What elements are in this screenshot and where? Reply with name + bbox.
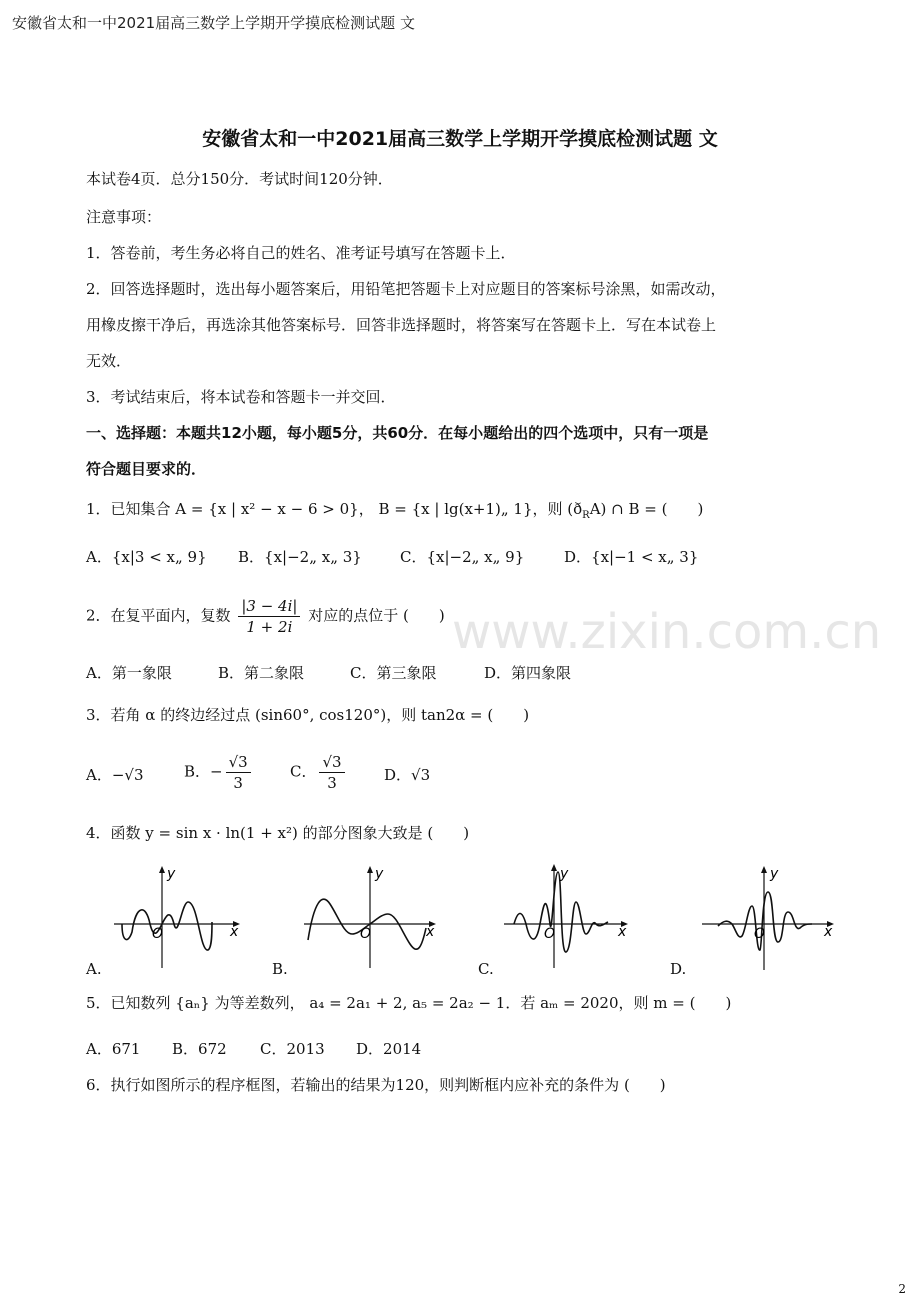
graph-b-x-label: x (426, 924, 435, 940)
note-1: 1．答卷前，考生务必将自己的姓名、准考证号填写在答题卡上． (86, 244, 516, 262)
graph-b (300, 862, 440, 972)
intro-line: 本试卷4页．总分150分．考试时间120分钟． (86, 170, 393, 188)
question-1-subscript: R (582, 510, 590, 521)
graph-a (112, 862, 242, 972)
question-3-stem: 3．若角 α 的终边经过点 (sin60°, cos120°)，则 tan2α = ( ) (86, 706, 530, 724)
page-number: 2 (898, 1282, 906, 1296)
question-2-numerator: |3 − 4i| (238, 596, 300, 617)
question-5-option-d: D．2014 (356, 1040, 422, 1058)
graph-d-label: D. (670, 960, 687, 978)
graph-c-label: C. (478, 960, 494, 978)
graph-d-origin: O (754, 926, 766, 942)
graph-a-origin: O (152, 926, 164, 942)
question-3-option-b-num: √3 (226, 752, 251, 773)
question-2-lead: 2．在复平面内，复数 (86, 606, 231, 625)
question-1-option-b: B．{x|−2„ x„ 3} (238, 548, 362, 566)
question-1-option-c: C．{x|−2„ x„ 9} (400, 548, 525, 566)
graph-c (500, 862, 632, 972)
note-2-cont: 用橡皮擦干净后，再选涂其他答案标号．回答非选择题时，将答案写在答题卡上．写在本试卷上 (86, 316, 717, 334)
note-3: 3．考试结束后，将本试卷和答题卡一并交回． (86, 388, 396, 406)
question-4-stem: 4．函数 y = sin x · ln(1 + x²) 的部分图象大致是 ( ) (86, 824, 470, 842)
section-heading-cont: 符合题目要求的． (86, 460, 207, 478)
question-2-tail: 对应的点位于 ( ) (308, 606, 445, 625)
question-3-option-c-num: √3 (319, 752, 344, 773)
graph-c-origin: O (544, 926, 556, 942)
watermark: www.zixin.com.cn (452, 604, 882, 660)
graph-d (698, 862, 838, 972)
question-2-option-c: C．第三象限 (350, 664, 437, 682)
question-3-option-c (290, 752, 348, 793)
question-1-option-a: A．{x|3 < x„ 9} (86, 548, 207, 566)
question-2-denominator: 1 + 2i (246, 618, 293, 636)
section-heading: 一、选择题：本题共12小题，每小题5分，共60分．在每小题给出的四个选项中，只有一项是 (86, 424, 709, 442)
question-3-option-d: D．√3 (384, 766, 431, 784)
question-3-option-c-den: 3 (327, 774, 337, 792)
graph-b-y-label: y (375, 866, 384, 882)
question-3-option-b-den: 3 (233, 774, 243, 792)
question-3-option-b (184, 752, 254, 793)
note-2-end: 无效． (86, 352, 132, 370)
question-1-stem-text: 1．已知集合 A = {x | x² − x − 6 > 0}， B = {x | lg(x+1)„ 1}，则 (ð (86, 500, 583, 518)
question-2-option-a: A．第一象限 (86, 664, 172, 682)
question-2-stem (86, 596, 445, 637)
exam-title: 安徽省太和一中2021届高三数学上学期开学摸底检测试题 文 (202, 128, 718, 150)
question-2-option-b: B．第二象限 (218, 664, 305, 682)
question-5-option-c: C．2013 (260, 1040, 325, 1058)
question-1-stem-end: A) ∩ B = ( ) (589, 500, 704, 518)
graph-b-origin: O (360, 926, 372, 942)
question-5-option-a: A．671 (86, 1040, 141, 1058)
question-3-option-a: A．−√3 (86, 766, 144, 784)
question-2-fraction (238, 596, 300, 637)
graph-a-x-label: x (230, 924, 239, 940)
question-5-option-b: B．672 (172, 1040, 227, 1058)
question-5-stem: 5．已知数列 {aₙ} 为等差数列， a₄ = 2a₁ + 2, a₅ = 2a₂ − 1．若 aₘ = 2020，则 m = ( ) (86, 994, 732, 1012)
question-2-option-d: D．第四象限 (484, 664, 572, 682)
question-3-option-b-label: B．− (184, 762, 223, 781)
graph-a-y-label: y (167, 866, 176, 882)
graph-b-label: B. (272, 960, 288, 978)
graph-d-y-label: y (770, 866, 779, 882)
note-2: 2．回答选择题时，选出每小题答案后，用铅笔把答题卡上对应题目的答案标号涂黑，如需改动， (86, 280, 726, 298)
question-3-option-b-fraction (226, 752, 251, 793)
question-1-stem (86, 498, 703, 527)
graph-d-x-label: x (824, 924, 833, 940)
question-1-option-d: D．{x|−1 < x„ 3} (564, 548, 699, 566)
graph-c-x-label: x (618, 924, 627, 940)
question-6-stem: 6．执行如图所示的程序框图，若输出的结果为120，则判断框内应补充的条件为 ( ) (86, 1076, 666, 1094)
notice-heading: 注意事项： (86, 208, 162, 226)
page-header: 安徽省太和一中2021届高三数学上学期开学摸底检测试题 文 (12, 14, 415, 32)
graph-c-y-label: y (560, 866, 569, 882)
question-3-option-c-fraction (319, 752, 344, 793)
question-3-option-c-label: C． (290, 762, 317, 781)
graph-a-label: A. (86, 960, 102, 978)
